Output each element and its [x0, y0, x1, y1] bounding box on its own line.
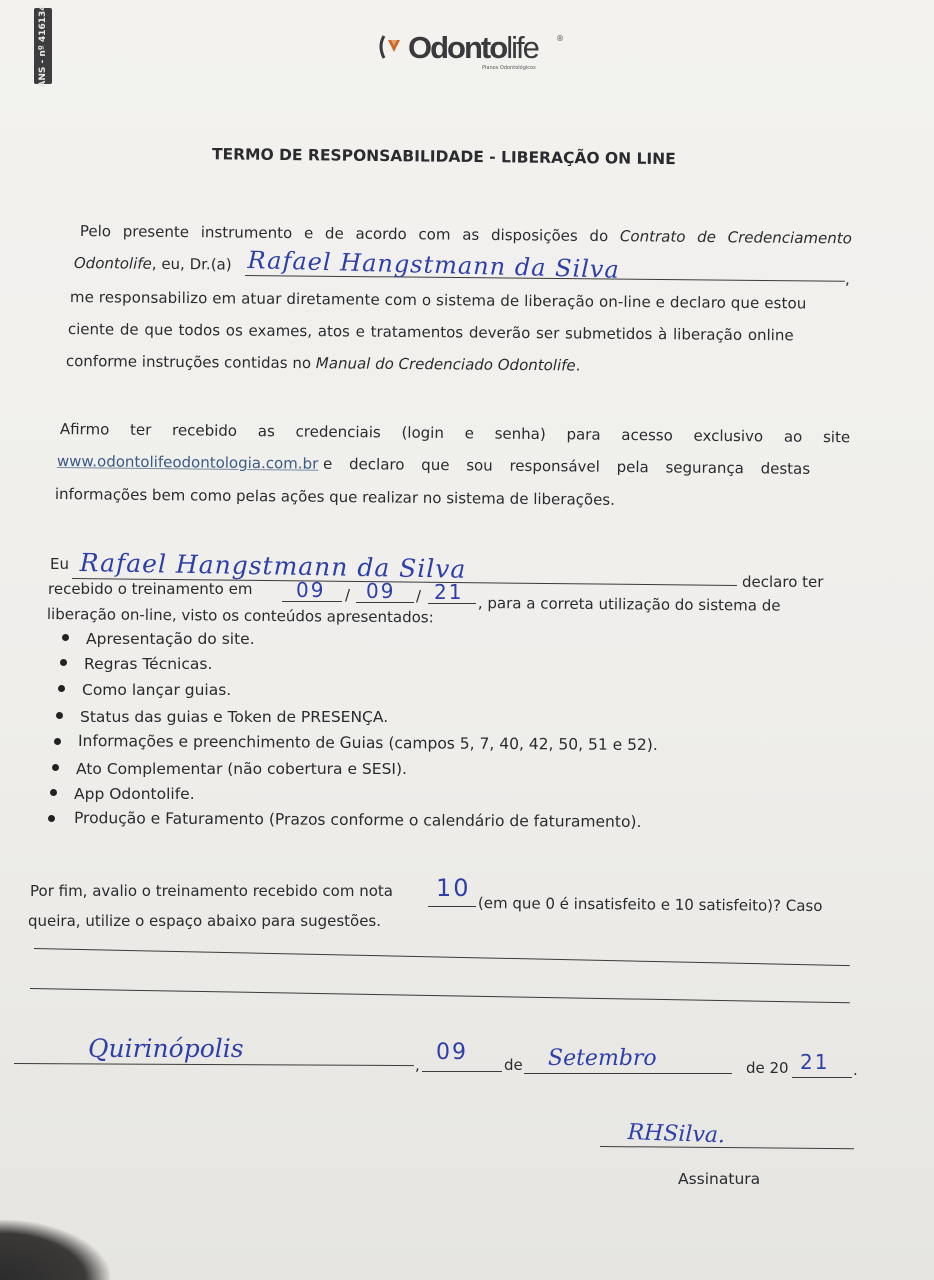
tooth-logo-icon: [378, 34, 406, 60]
logo-brand-light: life: [506, 30, 538, 65]
p1-dr-label: , eu, Dr.(a): [151, 254, 232, 274]
p1-line2: [74, 254, 232, 274]
bullet-icon: [54, 738, 61, 745]
signature-line: [600, 1146, 854, 1149]
topic-item: Produção e Faturamento (Prazos conforme o calendário de faturamento).: [73, 809, 642, 831]
p1-line5-text: conforme instruções contidas no: [65, 352, 312, 373]
signature-handwritten: RHSilva.: [627, 1120, 726, 1149]
topic-item: Status das guias e Token de PRESENÇA.: [80, 708, 389, 726]
year-line: [792, 1077, 852, 1078]
signature-label: Assinatura: [678, 1170, 761, 1188]
score-handwritten: 10: [436, 874, 471, 902]
logo-registered-mark: ®: [556, 34, 564, 43]
corner-shadow: [0, 1220, 110, 1280]
bullet-icon: [56, 712, 63, 719]
bullet-icon: [48, 815, 55, 822]
p1-line1-text: Pelo presente instrumento e de acordo com as disposições do: [79, 222, 609, 246]
topic-item: App Odontolife.: [74, 785, 195, 803]
eval-line2: queira, utilize o espaço abaixo para sugestões.: [28, 912, 382, 930]
logo-wordmark: [408, 30, 538, 66]
date-period: .: [853, 1061, 858, 1079]
year-handwritten: 21: [800, 1050, 830, 1074]
p1-contract-title: Contrato de Credenciamento: [619, 227, 852, 248]
p1-manual-title: Manual do Credenciado Odontolife: [315, 354, 576, 375]
date-sep-2: /: [416, 587, 422, 605]
p1-line4: ciente de que todos os exames, atos e tratamentos deverão ser submetidos à liberação online: [67, 320, 794, 345]
city-handwritten: Quirinópolis: [88, 1034, 244, 1063]
score-line: [428, 906, 476, 907]
topic-item: Regras Técnicas.: [84, 655, 213, 673]
logo-tagline: Planos Odontológicos: [482, 65, 536, 71]
p1-line5-period: .: [575, 356, 581, 375]
eval-line1-start: Por fim, avalio o treinamento recebido com nota: [30, 882, 393, 900]
logo-brand-bold: Odonto: [408, 30, 507, 65]
city-comma: ,: [415, 1056, 420, 1074]
signer-name-handwritten: Rafael Hangstmann da Silva: [79, 548, 467, 584]
bullet-icon: [50, 789, 57, 796]
ans-label: ANS - nº 416134: [38, 4, 48, 88]
month-handwritten: Setembro: [548, 1046, 657, 1071]
day-handwritten: 09: [436, 1040, 468, 1065]
training-month-handwritten: 09: [366, 579, 396, 603]
topic-item: Apresentação do site.: [86, 630, 255, 648]
p2-line1: Afirmo ter recebido as credenciais (login e senha) para acesso exclusivo ao site: [59, 420, 851, 447]
topic-item: Como lançar guias.: [82, 681, 232, 699]
bullet-icon: [62, 634, 69, 641]
p3-eu: Eu: [50, 555, 69, 573]
p1-company-name: Odontolife: [73, 254, 152, 273]
day-line: [422, 1071, 502, 1072]
city-line: [14, 1063, 414, 1066]
p2-line3: informações bem como pelas ações que realizar no sistema de liberações.: [54, 485, 616, 509]
document-title: TERMO DE RESPONSABILIDADE - LIBERAÇÃO ON LINE: [211, 145, 676, 169]
p3-declaro-ter: declaro ter: [742, 573, 824, 591]
suggestion-line-2[interactable]: [30, 988, 850, 1003]
dentist-name-handwritten: Rafael Hangstmann da Silva: [247, 246, 621, 284]
bullet-icon: [58, 685, 65, 692]
topic-item: Ato Complementar (não cobertura e SESI).: [76, 760, 407, 778]
ans-registration-strip: [34, 4, 52, 88]
bullet-icon: [60, 659, 67, 666]
p3-line2-start: recebido o treinamento em: [48, 580, 253, 598]
topic-item: Informações e preenchimento de Guias (campos 5, 7, 40, 42, 50, 51 e 52).: [77, 731, 658, 755]
date-year-prefix: de 20: [746, 1059, 789, 1077]
p3-line2-end: , para a correta utilização do sistema de: [477, 594, 781, 615]
p1-line1: [80, 222, 852, 247]
suggestion-line-1[interactable]: [34, 948, 850, 966]
p2-line2-text: e declaro que sou responsável pela segurança destas: [323, 454, 811, 478]
date-de-1: de: [504, 1056, 523, 1074]
site-link[interactable]: www.odontolifeodontologia.com.br: [56, 452, 319, 473]
p1-line2-comma: ,: [845, 270, 850, 288]
training-year-handwritten: 21: [434, 580, 464, 604]
month-line: [524, 1073, 732, 1074]
p2-line2: [57, 452, 810, 478]
training-day-handwritten: 09: [296, 578, 326, 602]
date-sep-1: /: [345, 586, 351, 604]
eval-line1-end: (em que 0 é insatisfeito e 10 satisfeito)? Caso: [477, 894, 823, 916]
p1-line5: [66, 352, 581, 374]
bullet-icon: [52, 764, 59, 771]
p1-line3: me responsabilizo em atuar diretamente com o sistema de liberação on-line e declaro que estou: [69, 288, 807, 313]
odontolife-logo: [378, 28, 578, 76]
p3-line3: liberação on-line, visto os conteúdos apresentados:: [46, 605, 434, 627]
